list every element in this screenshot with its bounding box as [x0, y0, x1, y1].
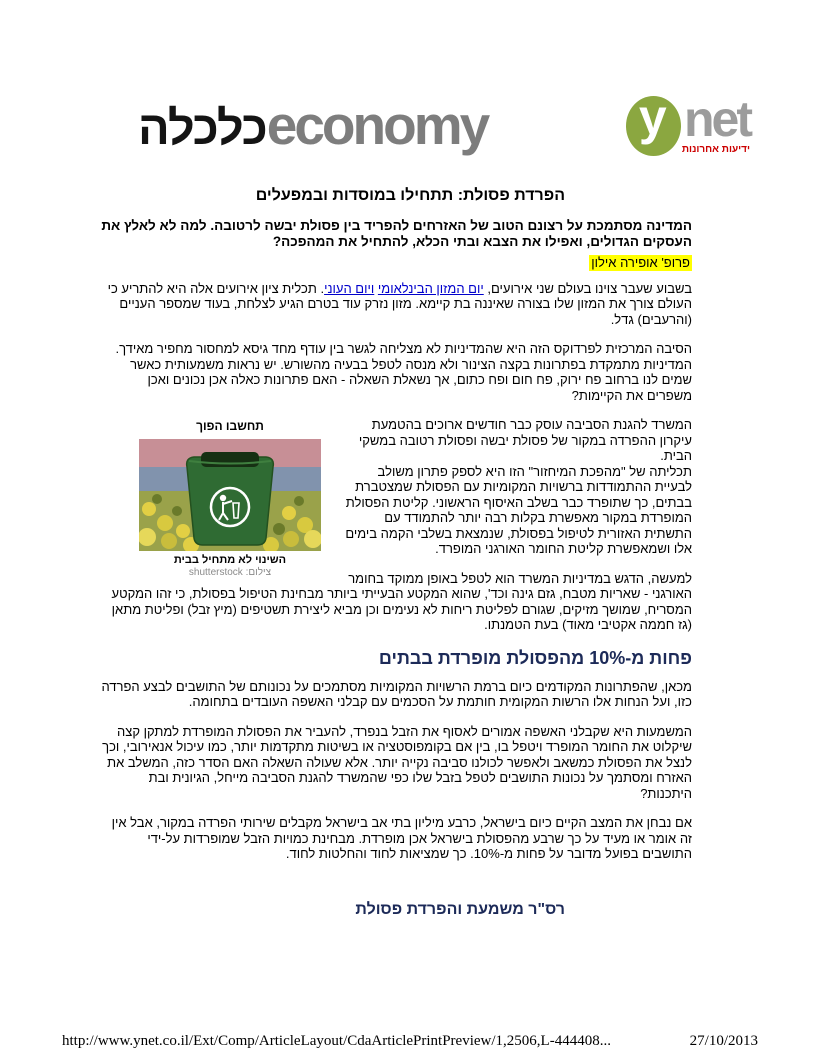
article-title: הפרדת פסולת: תתחילו במוסדות ובמפעלים — [255, 187, 565, 204]
paragraph-intro-pre: בשבוע שעבר צוינו בעולם שני אירועים, — [483, 280, 692, 296]
paragraph-organic: למעשה, הדגש במדיניות המשרד הוא לטפל באופן ממוקד בחומר האורגני - שאריות מטבח, גזם גינה וכד', שהוא המקטע הבעייתי ביותר מבחינת הטיפול בפסולת, כי זהו המקטע המסריח, שמושך מזיקים, שגורם לפליטת ריחות לא נעימים וכן מביא ליצירת תשטיפים (מיץ זבל) ופליטת מתאן (גז חממה אקטיבי מאוד) בעת הטמנתו. — [111, 570, 692, 632]
paragraph-contractors: המשמעות היא שקבלני האשפה אמורים לאסוף את הזבל בנפרד, להעביר את הפסולת המופרדת למתקן קצה שיקלוט את החומר המופרד ויטפל בו, בין אם בקומפוסטציה או בשיטות מתקדמות יותר, כמו עיכול אנאירובי, וכך לנצל את הפסולת כמשאב ולאפשר לכולנו סביבה נקייה יותר. אלא שעולה השאלה האם הסדר כזה, המשלב את האזרח ומסתמך על נכונות התושבים לטפל בזבל שלו כפי שהמשרד להגנת הסביבה מייחל, הגיונית ובת היתכנות? — [102, 723, 692, 801]
byline-row — [100, 255, 692, 271]
ynet-y-letter: y — [638, 89, 667, 145]
economy-section-logo — [138, 94, 488, 156]
closing-heading: רס"ר משמעת והפרדת פסולת — [355, 900, 565, 918]
paragraph-local-authorities: מכאן, שהפתרונות המקודמים כיום ברמת הרשויות המקומיות מסתמכים על נכונותם של התושבים לבצע הפרדה כזו, ועל הנחות אלו הרשות המקומית חותמת על הסכמים עם קבלני האשפה העובדים בתחומה. — [101, 678, 692, 709]
trash-bin-photo — [139, 439, 321, 551]
paragraph-ministry: המשרד להגנת הסביבה עוסק כבר חודשים ארוכים בהטמעת עיקרון ההפרדה במקור של פסולת יבשה ופסולת רטובה במשקי הבית. — [358, 417, 692, 463]
photo-caption: השינוי לא מתחיל בבית — [173, 553, 287, 566]
paragraph-intro-post: . תכלית ציון אירועים אלה היא להתריע כי העולם צורך את המזון שלו בצורה שאיננה בת קיימא. מזון נזרק עוד בטרם הגיע לצלחת, בעוד שמספר העניים (והרעבים) גדל. — [107, 280, 692, 327]
economy-logo-hebrew: כלכלה — [138, 101, 267, 154]
economy-logo-english: economy — [266, 94, 488, 156]
author-byline: פרופ' אופירה אילון — [591, 255, 690, 270]
paragraph-intro — [100, 281, 692, 328]
photo-block — [136, 419, 324, 579]
ynet-logo — [626, 89, 750, 156]
paragraph-recycling-revolution: תכליתה של "מהפכת המיחזור" הזו היא לספק פתרון משולב לבעיית ההתמודדות ברשויות המקומיות עם הפסולת שמצטברת בבתים, כך שתופרד כבר בשלב האיסוף הראשוני. קליטת הפסולת המופרדת במקור מאפשרת בקלות רבה יותר להתמודד עם התשתית האזורית לטיפול בפסולת, שנמצאת בשלבי הקמה בימים אלו ושמאפשרת קליטת החומר האורגני המופרד. — [345, 463, 692, 556]
page-header — [100, 89, 750, 174]
ynet-net-block — [681, 91, 750, 155]
ynet-tagline: ידיעות אחרונות — [681, 144, 750, 155]
ynet-net-letters: net — [684, 91, 750, 147]
section-heading: פחות מ-10% מהפסולת מופרדת בבתים — [378, 647, 692, 668]
photo-credit: צילום: shutterstock — [188, 566, 272, 578]
photo-title: תחשבו הפוך — [196, 419, 264, 433]
article-body — [100, 186, 692, 917]
link-poverty-day[interactable]: ויום העוני — [324, 280, 375, 296]
footer-date: 27/10/2013 — [689, 1033, 758, 1049]
link-international-food-day[interactable]: יום המזון הבינלאומי — [377, 280, 484, 296]
paragraph-paradox: הסיבה המרכזית לפרדוקס הזה היא שהמדיניות לא מצליחה לגשר בין עודף מחד גיסא למחסור מחפיר מאידך. המדיניות מתמקדת בפתרונות בקצה הצינור ולא מנסה לטפל בבעיה מהשורש. יש נראות משמעותית כאשר שמים לנו ברחוב פח ירוק, פח חום ופח כתום, אך נשאלת השאלה - האם פתרונות כאלה אכן נכונים ואכן משפרים את הקיימות? — [115, 341, 692, 403]
footer-url: http://www.ynet.co.il/Ext/Comp/ArticleLayout/CdaArticlePrintPreview/1,2506,L-444408... — [62, 1033, 611, 1049]
paragraph-current-state: אם נבחן את המצב הקיים כיום בישראל, כרבע מיליון בתי אב בישראל מקבלים שירותי הפרדה במקור, אבל אין זה אומר או מעיד על כך שרבע מהפסולת בישראל אכן מופרדת. מבחינת כמויות הזבל שמופרדות על-ידי התושבים בפועל מדובר על פחות מ-10%. כך שמציאות לחוד והחלטות לחוד. — [111, 815, 692, 861]
print-footer — [62, 1033, 758, 1050]
ynet-y-circle-icon — [626, 89, 681, 156]
article-subtitle: המדינה מסתמכת על רצונם הטוב של האזרחים להפריד בין פסולת יבשה לרטובה. למה לא לאלץ את העסקים הגדולים, ואפילו את הצבא ובתי הכלא, להתחיל את המהפכה? — [101, 218, 692, 249]
